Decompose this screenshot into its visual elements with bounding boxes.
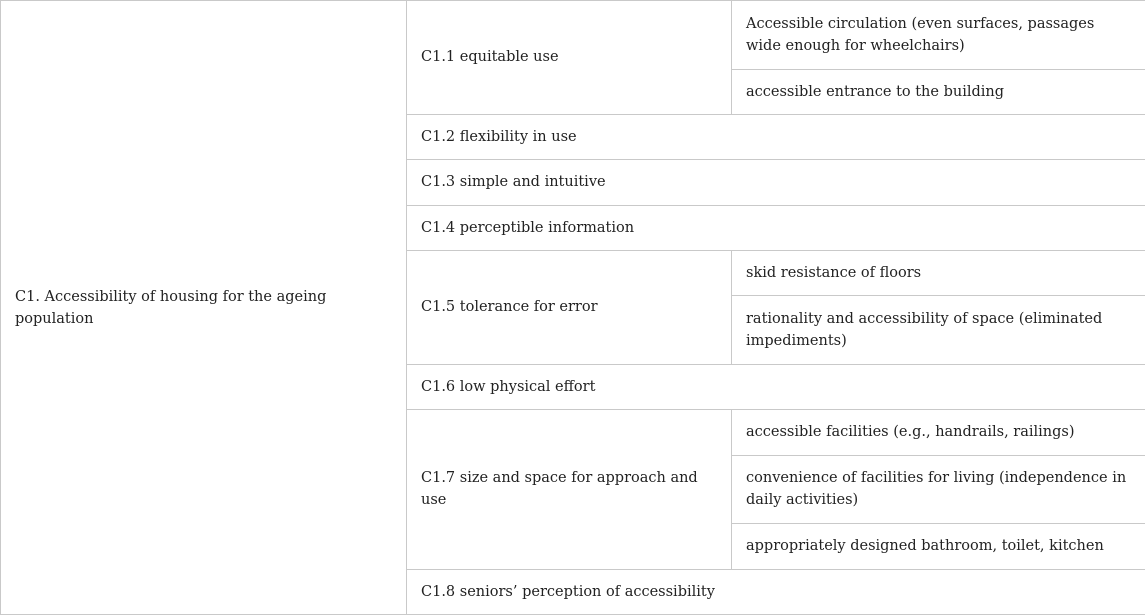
table-row bbox=[1, 1, 1145, 70]
indicator-cell: accessible facilities (e.g., handrails, railings) bbox=[732, 410, 1145, 455]
sub-criterion-cell: C1.1 equitable use bbox=[407, 1, 732, 115]
sub-criterion-cell: C1.5 tolerance for error bbox=[407, 250, 732, 364]
indicator-cell: Accessible circulation (even surfaces, passages wide enough for wheelchairs) bbox=[732, 1, 1145, 70]
sub-criterion-cell: C1.6 low physical effort bbox=[407, 364, 1145, 409]
sub-criterion-cell: C1.2 flexibility in use bbox=[407, 114, 1145, 159]
sub-criterion-cell: C1.8 seniors’ perception of accessibility bbox=[407, 569, 1145, 614]
indicator-cell: rationality and accessibility of space (eliminated impediments) bbox=[732, 296, 1145, 365]
main-criterion-cell: C1. Accessibility of housing for the ageing population bbox=[1, 1, 407, 615]
indicator-cell: appropriately designed bathroom, toilet, kitchen bbox=[732, 524, 1145, 569]
indicator-cell: accessible entrance to the building bbox=[732, 69, 1145, 114]
indicator-cell: convenience of facilities for living (independence in daily activities) bbox=[732, 455, 1145, 524]
sub-criterion-cell: C1.7 size and space for approach and use bbox=[407, 410, 732, 569]
indicator-cell: skid resistance of floors bbox=[732, 250, 1145, 295]
sub-criterion-cell: C1.4 perceptible information bbox=[407, 205, 1145, 250]
sub-criterion-cell: C1.3 simple and intuitive bbox=[407, 160, 1145, 205]
